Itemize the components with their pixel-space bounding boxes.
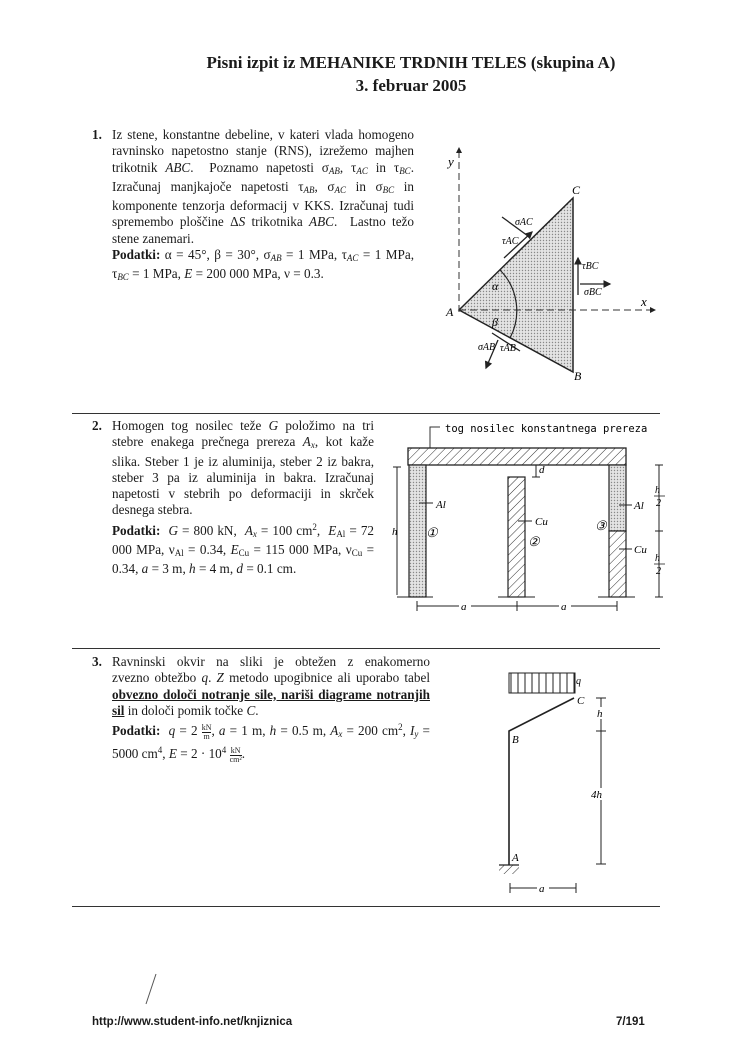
load-q-label: q [576,676,581,687]
page-title: Pisni izpit iz MEHANIKE TRDNIH TELES (skupina A) [206,53,616,72]
tau-ab-label: τAB [500,343,516,354]
dim-a-2: a [561,601,567,613]
al-label-3: Al [634,500,644,512]
dim-a-1: a [461,601,467,613]
sigma-bc-label: σBC [584,287,602,298]
column-1-number: ① [426,525,438,540]
cu-label-2: Cu [535,516,548,528]
tau-ac-label: τAC [502,236,519,247]
pen-mark [140,972,160,1008]
problem-1 [92,127,414,286]
x-axis-label: x [641,294,647,309]
separator-1 [72,413,660,414]
problem-3 [92,654,430,764]
dim-h: h [392,526,398,538]
separator-3 [72,906,660,907]
problem-number: 3. [92,654,102,669]
column-3-al [609,465,626,531]
page-number: 7/191 [616,1016,645,1028]
svg-text:2: 2 [656,498,661,509]
problem-number: 1. [92,127,102,142]
data-label: Podatki: [112,247,161,263]
fixed-support [499,865,519,874]
column-3-cu [609,531,626,597]
problem-number: 2. [92,418,102,433]
problem-text: Iz stene, konstantne debeline, v kateri vlada homogeno ravninsko napetostno stanje (RNS), izrežemo majhen trikotnik ABC. Poznamo napetosti $\sigma_{AB}$, $\tau_{AC}$ in $\tau_{BC}$. Izračunaj manjkajoče napetosti $\tau_{AB}$, $\sigma_{AC}$ in $\sigma_{BC}$ in komponente tenzorja deformacij v KKS. Izračunaj tudi spremembo ploščine ΔS trikotnika ABC. Lastno težo stene zanemari. Podatki: α = 45°, β = 30°, $\sigma_{AB} = 1$ MPa, $\tau_{AC} = 1$ MPa, $\tau_{BC} = 1$ MPa, E = 200 000 MPa, ν = 0.3. [112,127,415,283]
al-label-1: Al [436,499,446,511]
footer-url[interactable]: http://www.student-info.net/knjiznica [92,1016,293,1028]
rigid-beam [408,448,626,465]
dim-h2-top: h [655,485,660,496]
exam-date: 3. februar 2005 [355,76,467,95]
figure-triangle [440,140,680,390]
data-label: Podatki: [112,522,161,538]
point-a-label: A [512,852,519,864]
angle-beta: β [492,315,498,329]
tau-bc-label: τBC [582,261,599,272]
problem-text: Homogen tog nosilec teže G položimo na tri stebre enakega prečnega prereza $A_x$, kot kaže slika. Steber 1 je iz aluminija, steber 2 iz bakra, steber 3 pa iz aluminija in bakra. Izračunaj napetosti v stebrih po deformaciji in skrček desnega stebra. Podatki: G = 800 kN, $A_x = 100$ $cm^2$, $E_{Al} = 72$ 000 MPa, $\nu_{Al} = 0.34$, $E_{Cu} = 115$ 000 MPa, $\nu_{Cu} = 0.34$, a = 3 m, h = 4 m, d = 0.1 cm. [112,418,375,577]
point-c-label: C [572,183,581,197]
emphasis-text: obvezno določi notranje sile, nariši diagrame notranjih sil [112,686,430,718]
dim-h: h [597,708,603,720]
point-b-label: B [512,734,519,746]
point-b-label: B [574,369,582,383]
point-c-label: C [577,695,585,707]
svg-text:2: 2 [656,566,661,577]
figure-frame [480,660,640,900]
data-label: Podatki: [112,723,161,739]
column-3-number: ③ [595,518,607,533]
sigma-ab-label: σAB [478,342,496,353]
dim-d: d [539,464,545,476]
problem-text: Ravninski okvir na sliki je obtežen z enakomerno zvezno obtežbo q. Z metodo upogibnice ali uporabo tabel obvezno določi notranje sile, nariši diagrame notranjih sil in določi pomik točke C. Podatki: q = 2 $\frac{kN}{m}$ , a = 1 m, h = 0.5 m, $A_x = 200$ $cm^2$, $I_y = 5000$ $cm^4$, $E = 2 \cdot 10^4$ $\frac{kN}{\text{cm²}}$ . [112,654,430,764]
dim-h2-bottom: h [655,553,660,564]
separator-2 [72,648,660,649]
figure-columns [385,415,675,625]
problem-2 [92,418,374,578]
dim-4h: 4h [591,789,602,801]
column-1 [409,465,426,597]
column-2 [508,477,525,597]
sigma-ac-label: σAC [515,217,533,228]
point-a-label: A [446,305,454,319]
angle-alpha: α [492,279,499,293]
dim-a: a [539,883,545,895]
column-2-number: ② [528,534,540,549]
frame-abc [509,698,574,865]
beam-label: tog nosilec konstantnega prereza [445,423,648,435]
cu-label-3: Cu [634,544,647,556]
y-axis-label: y [448,154,454,169]
